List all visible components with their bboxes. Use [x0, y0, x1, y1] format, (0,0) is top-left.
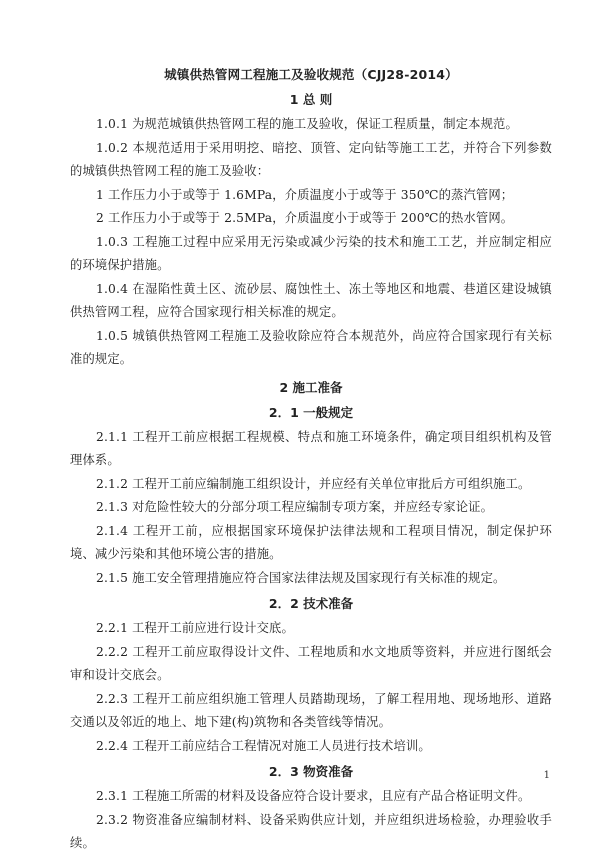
section-heading-general: 1 总 则 [289, 92, 333, 107]
clause-2-3-1: 2.3.1 工程施工所需的材料及设备应符合设计要求，且应有产品合格证明文件。 [96, 789, 531, 803]
clause-1-0-4: 1.0.4 在湿陷性黄土区、流砂层、腐蚀性土、冻土等地区和地震、巷道区建设城镇供热管网工程，应符合国家现行相关标准的规定。 [70, 281, 552, 319]
clause-1-0-1: 1.0.1 为规范城镇供热管网工程的施工及验收，保证工程质量，制定本规范。 [96, 117, 518, 131]
clause-2-2-2: 2.2.2 工程开工前应取得设计文件、工程地质和水文地质等资料，并应进行图纸会审和设计交底会。 [70, 644, 552, 682]
clause-2-1-1: 2.1.1 工程开工前应根据工程规模、特点和施工环境条件，确定项目组织机构及管理体系。 [70, 429, 552, 467]
clause-2-2-1: 2.2.1 工程开工前应进行设计交底。 [96, 621, 294, 635]
page-number: 1 [543, 770, 550, 781]
clause-1-0-2: 1.0.2 本规范适用于采用明挖、暗挖、顶管、定向钻等施工工艺，并符合下列参数的城镇供热管网工程的施工及验收： [70, 140, 552, 178]
clause-2-1-2: 2.1.2 工程开工前应编制施工组织设计，并应经有关单位审批后方可组织施工。 [96, 476, 531, 491]
clause-2-2-3: 2.2.3 工程开工前应组织施工管理人员踏勘现场，了解工程用地、现场地形、道路交通以及邻近的地上、地下建(构)筑物和各类管线等情况。 [70, 691, 552, 729]
subsection-heading-material-preparation: 2．3 物资准备 [268, 764, 354, 779]
clause-2-1-5: 2.1.5 施工安全管理措施应符合国家法律法规及国家现行有关标准的规定。 [96, 570, 506, 585]
clause-2-2-4: 2.2.4 工程开工前应结合工程情况对施工人员进行技术培训。 [96, 738, 431, 753]
clause-1-0-2-item-2: 2 工作压力小于或等于 2.5MPa，介质温度小于或等于 200℃的热水管网。 [96, 211, 514, 225]
clause-1-0-3: 1.0.3 工程施工过程中应采用无污染或减少污染的技术和施工工艺，并应制定相应的环境保护措施。 [70, 234, 552, 272]
subsection-heading-general-provisions: 2．1 一般规定 [268, 404, 354, 420]
document-title: 城镇供热管网工程施工及验收规范（CJJ28-2014） [164, 67, 458, 82]
clause-1-0-2-item-1: 1 工作压力小于或等于 1.6MPa，介质温度小于或等于 350℃的蒸汽管网； [96, 187, 514, 202]
section-heading-construction-preparation: 2 施工准备 [279, 379, 343, 395]
clause-2-3-2: 2.3.2 物资准备应编制材料、设备采购供应计划，并应组织进场检验，办理验收手续。 [70, 812, 552, 850]
clause-2-1-3: 2.1.3 对危险性较大的分部分项工程应编制专项方案，并应经专家论证。 [96, 500, 494, 514]
subsection-heading-technical-preparation: 2．2 技术准备 [268, 596, 354, 611]
clause-2-1-4: 2.1.4 工程开工前，应根据国家环境保护法律法规和工程项目情况，制定保护环境、减少污染和其他环境公害的措施。 [70, 523, 552, 561]
clause-1-0-5: 1.0.5 城镇供热管网工程施工及验收除应符合本规范外，尚应符合国家现行有关标准的规定。 [70, 328, 552, 366]
